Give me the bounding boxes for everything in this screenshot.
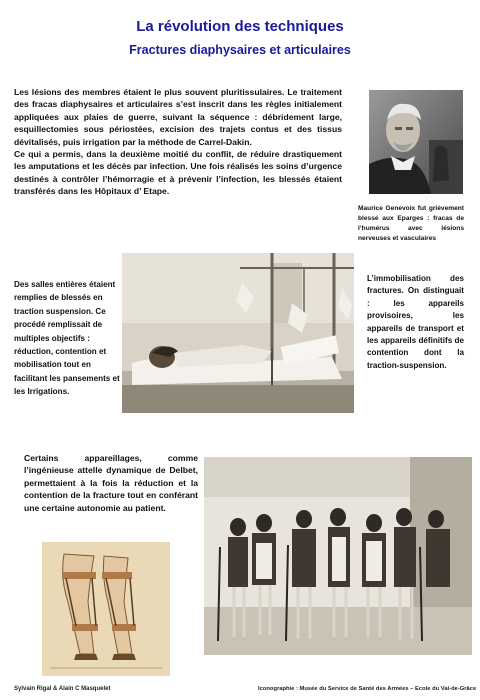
patients-group-photo bbox=[204, 457, 472, 655]
delbet-splint-text: Certains appareillages, comme l’ingénieuse attelle dynamique de Delbet, permettaient à la fois la réduction et la contention de la fracture tout en conférant une certaine autonomie au patient. bbox=[24, 453, 198, 513]
page-title: La révolution des techniques bbox=[136, 18, 344, 35]
immobilisation-text: L’immobilisation des fractures. On distinguait : les appareils provisoires, les appareils de transport et les appareils définitifs de contention dont la traction-suspension. bbox=[367, 274, 464, 370]
portrait-photo bbox=[369, 90, 463, 194]
page-subtitle: Fractures diaphysaires et articulaires bbox=[129, 43, 351, 57]
footer-credits: Iconographie : Musée du Service de Santé des Armées – Ecole du Val-de-Grâce bbox=[258, 686, 477, 692]
intro-paragraph-2: Ce qui a permis, dans la deuxième moitié du conflit, de réduire drastiquement les amputations et les décès par infection. Une fois réalisés les soins d’urgence destinés à contrôler l’hémorragie et à prévenir l’infection, les blessés étaient transférés dans les Hôpitaux d’ Etape. bbox=[14, 149, 342, 197]
intro-section bbox=[14, 86, 342, 198]
portrait-caption: Maurice Genevoix fut grièvement blessé aux Eparges : fracas de l’humérus avec lésions nerveuses et vasculaires bbox=[358, 205, 464, 242]
traction-suspension-text: Des salles entières étaient remplies de blessés en traction suspension. Ce procédé remplissait de multiples objectifs : réduction, contention et mobilisation tout en facilitant les pansements et les Irrigations. bbox=[14, 280, 120, 397]
hospital-ward-photo bbox=[122, 253, 354, 413]
intro-paragraph-1: Les lésions des membres étaient le plus souvent pluritissulaires. Le traitement des fracas diaphysaires et articulaires s’est inscrit dans les règles initialement appliquées aux plaies de guerre, suivant la séquence : débridement large, esquillectomies sous périostées, excision des trajets contus et des tissus dévitalisés, puis irrigation par la méthode de Carrel-Dakin. bbox=[14, 87, 342, 147]
footer-authors: Sylvain Rigal & Alain C Masquelet bbox=[14, 686, 111, 692]
delbet-splint-drawing bbox=[42, 542, 170, 676]
